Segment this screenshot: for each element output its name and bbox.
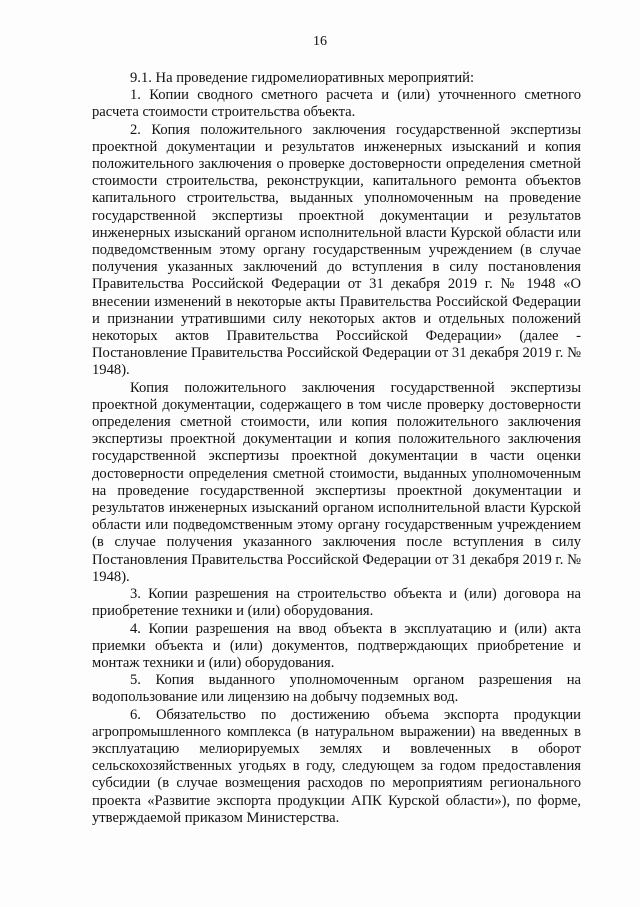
page-number: 16: [313, 34, 327, 49]
document-body: [92, 70, 581, 827]
paragraph-item-2-continued: Копия положительного заключения государственной экспертизы проектной документации, содержащего в том числе проверку достоверности определения сметной стоимости, или копия положительного заключения экспертизы проектной документации и копия положительного заключения государственной экспертизы проектной документации в части оценки достоверности определения сметной стоимости, выданных уполномоченным на проведение государственной экспертизы проектной документации и результатов инженерных изысканий органом исполнительной власти Курской области или подведомственным этому органу государственным учреждением (в случае получения указанного заключения после вступления в силу Постановления Правительства Российской Федерации от 31 декабря 2019 г. № 1948).: [92, 379, 581, 585]
paragraph-item-4: 4. Копии разрешения на ввод объекта в эксплуатацию и (или) акта приемки объекта и (или) документов, подтверждающих приобретение и монтаж техники и (или) оборудования.: [92, 620, 581, 671]
section-heading: 9.1. На проведение гидромелиоративных мероприятий:: [130, 70, 475, 86]
paragraph-item-6: 6. Обязательство по достижению объема экспорта продукции агропромышленного комплекса (в натуральном выражении) на введенных в эксплуатацию мелиорируемых землях и вовлеченных в оборот сельскохозяйственных угодьях в году, следующем за годом предоставления субсидии (в случае возмещения расходов по мероприятиям регионального проекта «Развитие экспорта продукции АПК Курской области»), по форме, утверждаемой приказом Министерства.: [92, 706, 581, 826]
paragraph-item-1: 1. Копии сводного сметного расчета и (или) уточненного сметного расчета стоимости строительства объекта.: [92, 87, 581, 121]
paragraph-item-3: 3. Копии разрешения на строительство объекта и (или) договора на приобретение техники и (или) оборудования.: [92, 586, 581, 620]
paragraph-item-2: 2. Копия положительного заключения государственной экспертизы проектной документации и результатов инженерных изысканий и копия положительного заключения о проверке достоверности определения сметной стоимости строительства, реконструкции, капитального ремонта объектов капитального строительства, выданных уполномоченным на проведение государственной экспертизы проектной документации и результатов инженерных изысканий органом исполнительной власти Курской области или подведомственным этому органу государственным учреждением (в случае получения указанных заключений до вступления в силу постановления Правительства Российской Федерации от 31 декабря 2019 г. № 1948 «О внесении изменений в некоторые акты Правительства Российской Федерации и признании утратившими силу некоторых актов и отдельных положений некоторых актов Правительства Российской Федерации» (далее - Постановление Правительства Российской Федерации от 31 декабря 2019 г. № 1948).: [92, 121, 581, 379]
paragraph-item-5: 5. Копия выданного уполномоченным органом разрешения на водопользование или лицензию на добычу подземных вод.: [92, 672, 581, 706]
